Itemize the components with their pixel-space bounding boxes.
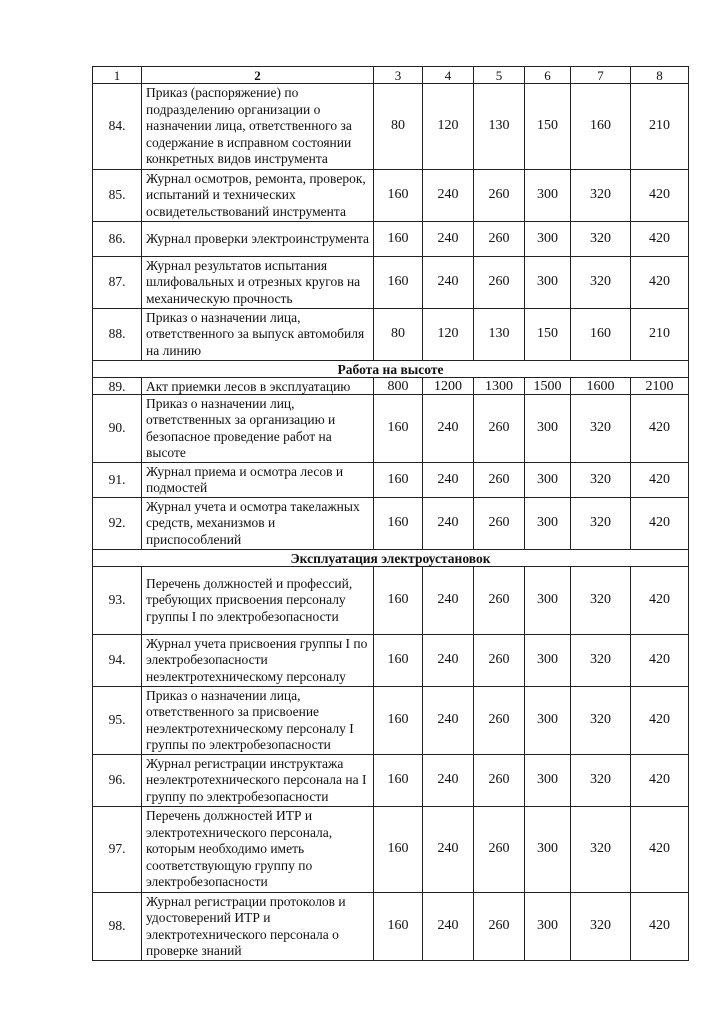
price-col-4: 240 xyxy=(423,395,474,463)
table-row xyxy=(93,755,689,807)
row-number: 86. xyxy=(93,222,142,257)
row-number: 94. xyxy=(93,635,142,687)
document-name: Журнал приема и осмотра лесов и подмостей xyxy=(142,463,374,498)
header-col-3: 3 xyxy=(374,67,423,84)
price-col-5: 260 xyxy=(474,755,525,807)
price-col-8: 420 xyxy=(631,567,689,635)
section-title: Эксплуатация электроустановок xyxy=(93,550,689,567)
price-col-7: 320 xyxy=(571,893,631,961)
table-row xyxy=(93,222,689,257)
price-col-4: 240 xyxy=(423,755,474,807)
price-col-6: 300 xyxy=(525,893,571,961)
price-col-6: 300 xyxy=(525,687,571,755)
price-col-5: 260 xyxy=(474,687,525,755)
price-col-6: 300 xyxy=(525,755,571,807)
document-name: Журнал регистрации инструктажа неэлектротехнического персонала на I группу по электробезопасности xyxy=(142,755,374,807)
table-row xyxy=(93,257,689,309)
document-name: Приказ о назначении лица, ответственного за присвоение неэлектротехническому персоналу I группы по электробезопасности xyxy=(142,687,374,755)
price-col-4: 240 xyxy=(423,567,474,635)
price-col-8: 210 xyxy=(631,84,689,170)
price-col-3: 160 xyxy=(374,170,423,222)
document-name: Журнал учета присвоения группы I по электробезопасности неэлектротехническому персоналу xyxy=(142,635,374,687)
price-col-8: 420 xyxy=(631,498,689,550)
price-col-5: 130 xyxy=(474,309,525,361)
price-col-8: 2100 xyxy=(631,378,689,395)
price-col-7: 160 xyxy=(571,309,631,361)
price-col-5: 1300 xyxy=(474,378,525,395)
price-col-3: 160 xyxy=(374,893,423,961)
document-name: Журнал результатов испытания шлифовальных и отрезных кругов на механическую прочность xyxy=(142,257,374,309)
header-col-5: 5 xyxy=(474,67,525,84)
price-col-8: 420 xyxy=(631,893,689,961)
header-col-8: 8 xyxy=(631,67,689,84)
price-col-8: 210 xyxy=(631,309,689,361)
document-name: Акт приемки лесов в эксплуатацию xyxy=(142,378,374,395)
table-row xyxy=(93,309,689,361)
row-number: 98. xyxy=(93,893,142,961)
document-name: Журнал регистрации протоколов и удостоверений ИТР и электротехнического персонала о проверке знаний xyxy=(142,893,374,961)
header-col-1: 1 xyxy=(93,67,142,84)
table-row xyxy=(93,635,689,687)
price-col-8: 420 xyxy=(631,395,689,463)
price-col-5: 260 xyxy=(474,463,525,498)
price-col-8: 420 xyxy=(631,807,689,893)
price-col-4: 120 xyxy=(423,309,474,361)
price-col-8: 420 xyxy=(631,755,689,807)
price-col-4: 120 xyxy=(423,84,474,170)
price-col-6: 300 xyxy=(525,463,571,498)
table-row xyxy=(93,84,689,170)
price-col-3: 80 xyxy=(374,84,423,170)
price-col-5: 260 xyxy=(474,807,525,893)
price-col-6: 300 xyxy=(525,222,571,257)
row-number: 88. xyxy=(93,309,142,361)
price-col-5: 130 xyxy=(474,84,525,170)
header-col-2: 2 xyxy=(142,67,374,84)
header-col-7: 7 xyxy=(571,67,631,84)
row-number: 96. xyxy=(93,755,142,807)
price-col-7: 320 xyxy=(571,222,631,257)
price-col-7: 320 xyxy=(571,498,631,550)
price-col-3: 160 xyxy=(374,755,423,807)
price-col-4: 240 xyxy=(423,807,474,893)
price-col-3: 160 xyxy=(374,222,423,257)
price-col-3: 160 xyxy=(374,567,423,635)
price-col-4: 240 xyxy=(423,893,474,961)
price-col-7: 320 xyxy=(571,567,631,635)
price-col-5: 260 xyxy=(474,635,525,687)
price-col-8: 420 xyxy=(631,170,689,222)
price-col-5: 260 xyxy=(474,222,525,257)
price-col-3: 160 xyxy=(374,498,423,550)
price-col-4: 1200 xyxy=(423,378,474,395)
price-col-6: 150 xyxy=(525,309,571,361)
table-row xyxy=(93,567,689,635)
price-col-4: 240 xyxy=(423,257,474,309)
price-col-5: 260 xyxy=(474,567,525,635)
price-col-4: 240 xyxy=(423,170,474,222)
price-col-5: 260 xyxy=(474,498,525,550)
section-row xyxy=(93,550,689,567)
price-col-3: 160 xyxy=(374,807,423,893)
price-table xyxy=(92,66,689,961)
document-name: Журнал учета и осмотра такелажных средств, механизмов и приспособлений xyxy=(142,498,374,550)
price-col-7: 320 xyxy=(571,635,631,687)
row-number: 95. xyxy=(93,687,142,755)
price-col-3: 800 xyxy=(374,378,423,395)
table-row xyxy=(93,687,689,755)
document-name: Приказ о назначении лица, ответственного за выпуск автомобиля на линию xyxy=(142,309,374,361)
price-col-5: 260 xyxy=(474,257,525,309)
document-name: Журнал проверки электроинструмента xyxy=(142,222,374,257)
price-col-3: 160 xyxy=(374,635,423,687)
price-col-7: 320 xyxy=(571,463,631,498)
table-row xyxy=(93,807,689,893)
header-col-4: 4 xyxy=(423,67,474,84)
price-col-6: 300 xyxy=(525,498,571,550)
row-number: 85. xyxy=(93,170,142,222)
table-row xyxy=(93,395,689,463)
price-col-7: 160 xyxy=(571,84,631,170)
price-col-6: 1500 xyxy=(525,378,571,395)
price-col-6: 300 xyxy=(525,170,571,222)
table-row xyxy=(93,893,689,961)
price-col-8: 420 xyxy=(631,635,689,687)
price-col-6: 300 xyxy=(525,567,571,635)
header-col-6: 6 xyxy=(525,67,571,84)
price-col-6: 300 xyxy=(525,635,571,687)
section-title: Работа на высоте xyxy=(93,361,689,378)
price-col-5: 260 xyxy=(474,395,525,463)
price-col-3: 80 xyxy=(374,309,423,361)
price-col-8: 420 xyxy=(631,687,689,755)
row-number: 92. xyxy=(93,498,142,550)
price-col-6: 300 xyxy=(525,395,571,463)
price-col-4: 240 xyxy=(423,687,474,755)
document-name: Приказ (распоряжение) по подразделению организации о назначении лица, ответственного за содержание в исправном состоянии конкретных видов инструмента xyxy=(142,84,374,170)
price-col-7: 320 xyxy=(571,170,631,222)
header-row xyxy=(93,67,689,84)
price-col-3: 160 xyxy=(374,463,423,498)
price-col-7: 320 xyxy=(571,395,631,463)
document-name: Журнал осмотров, ремонта, проверок, испытаний и технических освидетельствований инструмента xyxy=(142,170,374,222)
price-col-4: 240 xyxy=(423,498,474,550)
table-row xyxy=(93,463,689,498)
price-col-8: 420 xyxy=(631,257,689,309)
price-col-6: 300 xyxy=(525,807,571,893)
row-number: 90. xyxy=(93,395,142,463)
price-col-8: 420 xyxy=(631,222,689,257)
price-col-5: 260 xyxy=(474,170,525,222)
row-number: 84. xyxy=(93,84,142,170)
table-body xyxy=(93,67,689,961)
document-name: Перечень должностей и профессий, требующих присвоения персоналу группы I по электробезопасности xyxy=(142,567,374,635)
price-col-4: 240 xyxy=(423,463,474,498)
section-row xyxy=(93,361,689,378)
price-col-4: 240 xyxy=(423,222,474,257)
row-number: 89. xyxy=(93,378,142,395)
table-row xyxy=(93,170,689,222)
price-col-7: 1600 xyxy=(571,378,631,395)
price-col-7: 320 xyxy=(571,687,631,755)
row-number: 97. xyxy=(93,807,142,893)
price-col-4: 240 xyxy=(423,635,474,687)
price-col-6: 150 xyxy=(525,84,571,170)
document-name: Перечень должностей ИТР и электротехнического персонала, которым необходимо иметь соответствующую группу по электробезопасности xyxy=(142,807,374,893)
price-col-5: 260 xyxy=(474,893,525,961)
table-row xyxy=(93,378,689,395)
price-col-7: 320 xyxy=(571,257,631,309)
document-name: Приказ о назначении лиц, ответственных за организацию и безопасное проведение работ на высоте xyxy=(142,395,374,463)
price-col-6: 300 xyxy=(525,257,571,309)
price-col-7: 320 xyxy=(571,807,631,893)
price-col-8: 420 xyxy=(631,463,689,498)
price-col-3: 160 xyxy=(374,257,423,309)
row-number: 91. xyxy=(93,463,142,498)
row-number: 87. xyxy=(93,257,142,309)
row-number: 93. xyxy=(93,567,142,635)
price-col-7: 320 xyxy=(571,755,631,807)
price-col-3: 160 xyxy=(374,395,423,463)
table-row xyxy=(93,498,689,550)
price-col-3: 160 xyxy=(374,687,423,755)
